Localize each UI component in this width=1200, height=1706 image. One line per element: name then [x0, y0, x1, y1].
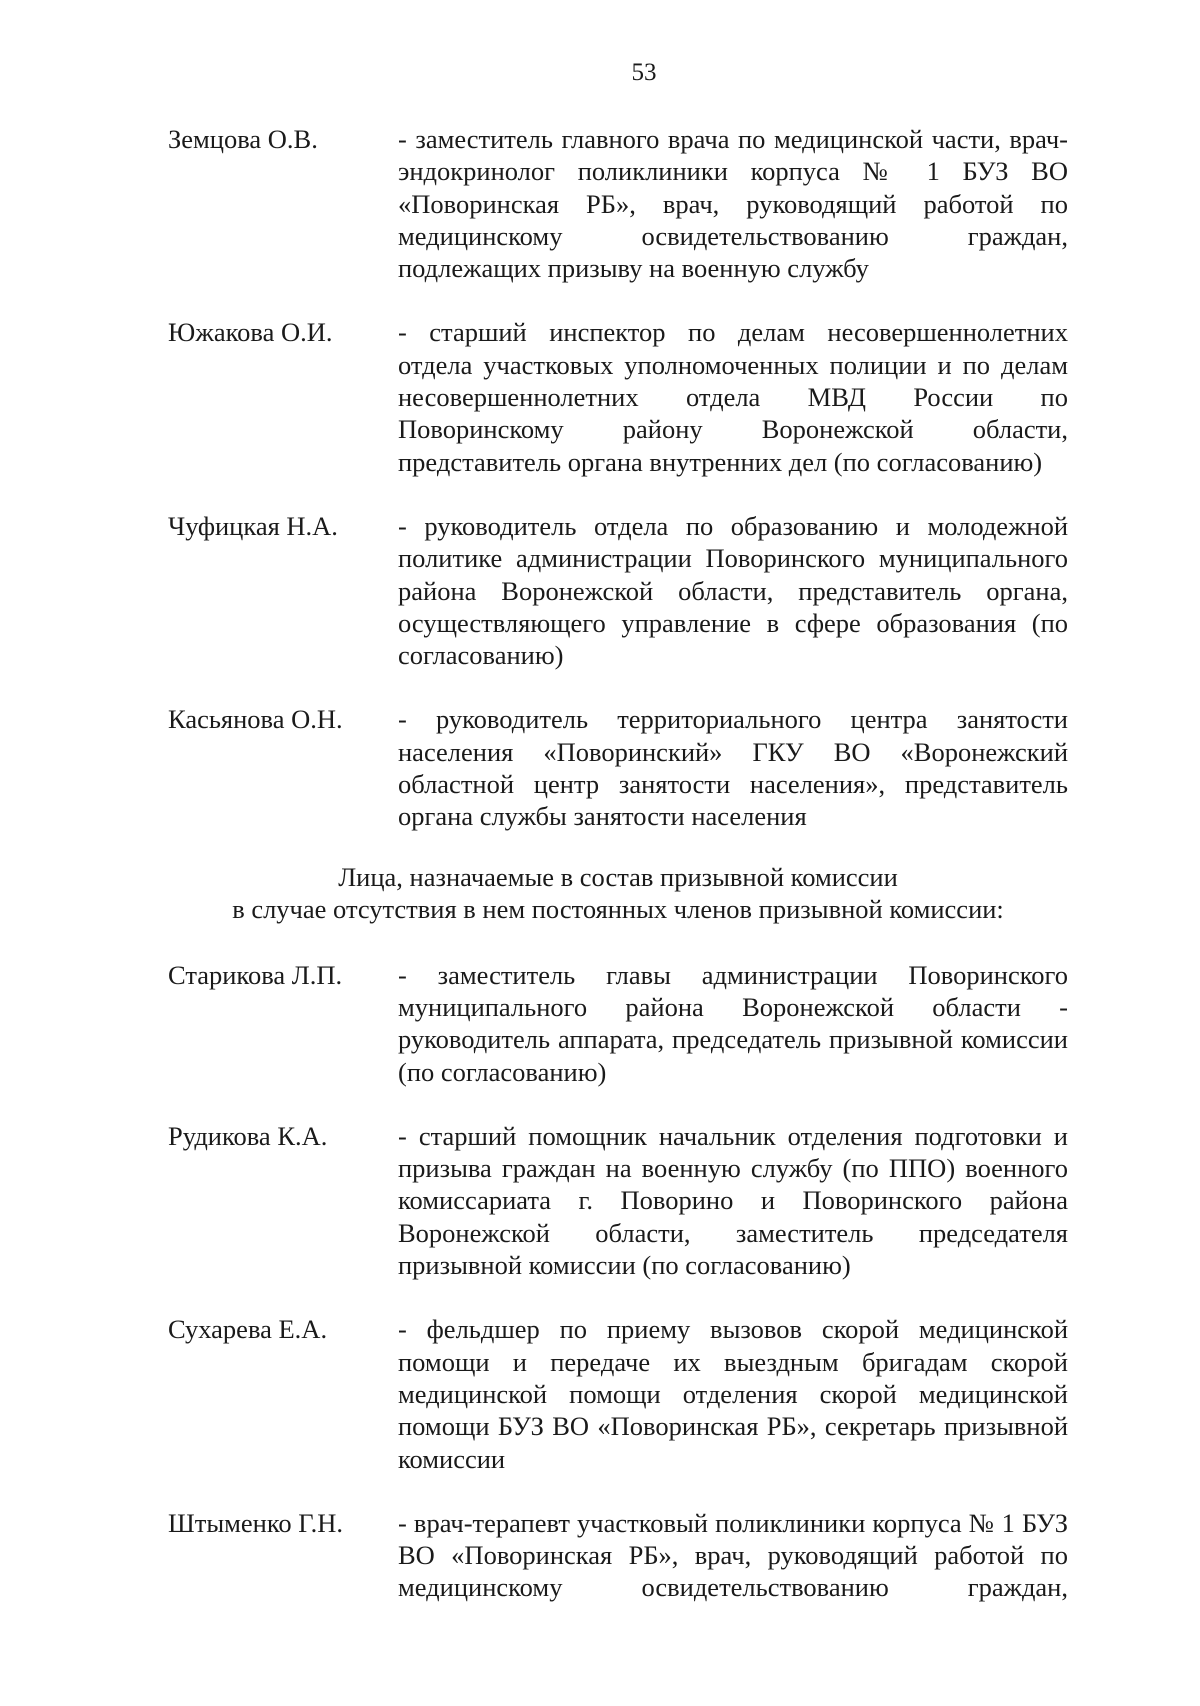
member-description: - заместитель главного врача по медицинской части, врач-эндокринолог поликлиники корпуса № 1 БУЗ ВО «Поворинская РБ», врач, руководящий работой по медицинскому освидетельствованию граждан, подлежащих призыву на военную службу [398, 124, 1068, 284]
reserve-member-entry [168, 1507, 1068, 1604]
member-description: - заместитель главы администрации Поворинского муниципального района Воронежской области - руководитель аппарата, председатель призывной комиссии (по согласованию) [398, 959, 1068, 1087]
member-name: Земцова О.В. [168, 124, 318, 154]
member-entry [168, 510, 1068, 671]
reserve-members-list [168, 959, 1068, 1604]
reserve-member-entry [168, 959, 1068, 1088]
member-description: - старший помощник начальник отделения подготовки и призыва граждан на военную службу (по ППО) военного комиссариата г. Поворино и Поворинского района Воронежской области, заместитель председателя призывной комиссии (по согласованию) [398, 1120, 1068, 1281]
member-entry [168, 316, 1068, 477]
member-name: Рудикова К.А. [168, 1120, 328, 1151]
member-name: Сухарева Е.А. [168, 1314, 328, 1345]
reserve-heading-line-1: Лица, назначаемые в состав призывной комиссии [338, 861, 898, 892]
reserve-heading-line-2: в случае отсутствия в нем постоянных членов призывной комиссии: [232, 893, 1004, 924]
reserve-member-entry [168, 1313, 1068, 1474]
member-description: - врач-терапевт участковый поликлиники корпуса № 1 БУЗ ВО «Поворинская РБ», врач, руководящий работой по медицинскому освидетельствованию граждан, [398, 1507, 1068, 1603]
member-name: Старикова Л.П. [168, 959, 343, 990]
reserve-member-entry [168, 1120, 1068, 1281]
member-description: - старший инспектор по делам несовершеннолетних отдела участковых уполномоченных полиции и по делам несовершеннолетних отдела МВД России по Поворинскому району Воронежской области, представитель органа внутренних дел (по согласованию) [398, 317, 1068, 477]
reserve-members-heading [138, 861, 1098, 925]
member-name: Чуфицкая Н.А. [168, 510, 338, 541]
member-description: - руководитель территориального центра занятости населения «Поворинский» ГКУ ВО «Воронежский областной центр занятости населения», представитель органа службы занятости населения [398, 704, 1068, 832]
member-entry [168, 703, 1068, 832]
member-name: Южакова О.И. [168, 317, 333, 348]
member-description: - фельдшер по приему вызовов скорой медицинской помощи и передаче их выездным бригадам скорой медицинской помощи отделения скорой медицинской помощи БУЗ ВО «Поворинская РБ», секретарь призывной комиссии [398, 1314, 1068, 1474]
page-number: 53 [631, 59, 657, 86]
commission-members-list [168, 123, 1068, 1636]
member-description: - руководитель отдела по образованию и молодежной политике администрации Поворинского муниципального района Воронежской области, представитель органа, осуществляющего управление в сфере образования (по согласованию) [398, 510, 1068, 671]
member-name: Касьянова О.Н. [168, 704, 343, 735]
member-name: Штыменко Г.Н. [168, 1507, 343, 1538]
member-entry [168, 123, 1068, 284]
